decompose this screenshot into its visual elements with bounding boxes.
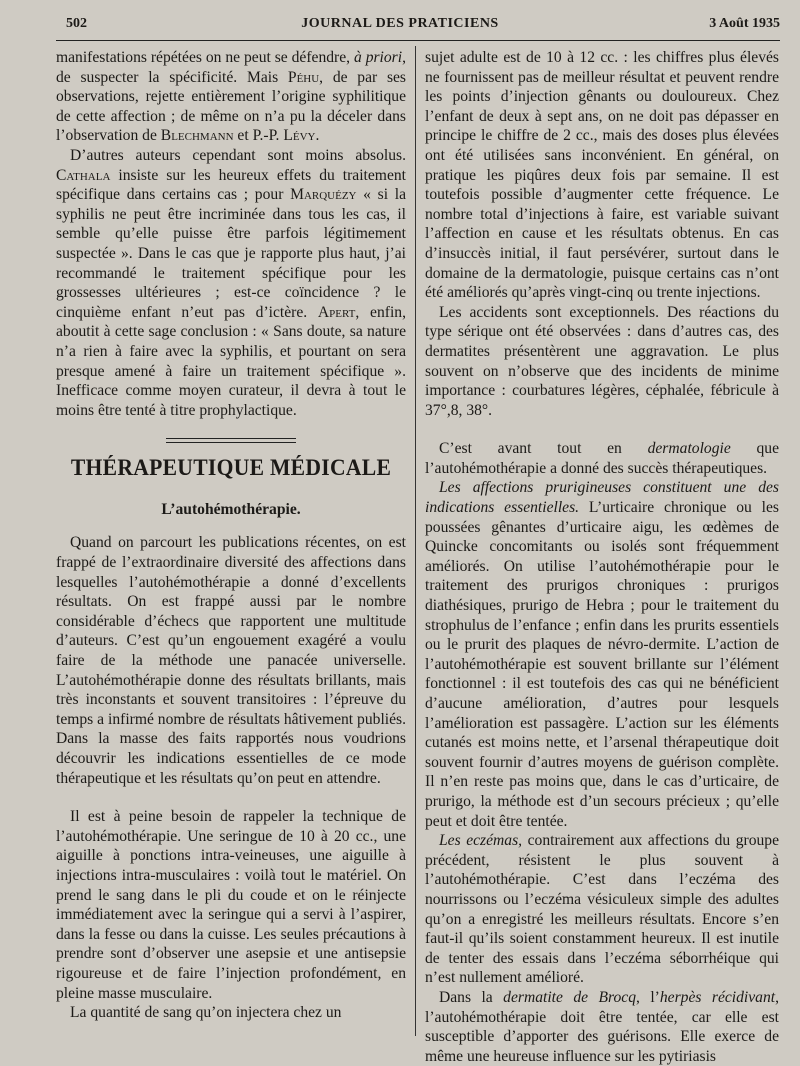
paragraph: Quand on parcourt les publications récentes, on est frappé de l’extraordinaire diversité des affections dans lesquelles l’autohémothérapie a donné d’excellents résultats. On est frappé aussi par le nombre considérable d’échecs que rapportent une multitude d’auteurs. C’est qu’un engouement exagéré a voulu faire de la méthode une panacée universelle. L’autohémothérapie donne des résultats brillants, mais très inconstants et souvent transitoires : l’épreuve du temps a infirmé nombre de résultats hâtivement publiés. Dans la masse des faits rapportés nous voudrions découvrir les indications essentielles de ce mode thérapeutique et les résultats qu’on peut en attendre. bbox=[56, 534, 406, 787]
paragraph: Les accidents sont exceptionnels. Des réactions du type sérique ont été observées : dans d’autres cas, des dermatites présentèrent une aggravation. Le plus souvent on n’observe que des incidents de minime importance : courbatures légères, céphalée, fébricule à 37°,8, 38°. bbox=[425, 303, 779, 419]
paragraph bbox=[56, 146, 406, 420]
text-run: et P.-P. bbox=[233, 127, 284, 145]
text-run: contrairement aux affections du groupe précédent, résistent le plus souvent à l’autohémothérapie. C’est dans l’eczéma des nourrissons ou l’eczéma vésiculeux simple des adultes qu’on a enregistré les meilleurs résultats. Encore s’en faut-il qu’ils soient constamment heureux. Il est inutile de tenter des essais dans l’eczéma séborrhéique qui n’est nullement amélioré. bbox=[425, 832, 780, 987]
emphasis: dermatologie bbox=[647, 440, 731, 458]
author-name: Cathala bbox=[56, 166, 111, 184]
text-run: , de par ses observations, rejette entièrement l’origine syphilitique de cette affection ; de même on n’a pu la déceler dans l’observation de bbox=[56, 68, 406, 145]
column-divider bbox=[415, 46, 416, 1036]
author-name: Lévy bbox=[283, 127, 316, 145]
text-run: D’autres auteurs cependant sont moins absolus. bbox=[70, 146, 406, 164]
article-title: L’autohémothérapie. bbox=[161, 500, 301, 518]
text-run: insiste sur les heureux effets du traitement spécifique dans certains cas ; pour bbox=[56, 166, 406, 204]
author-name: Péhu bbox=[287, 68, 320, 86]
author-name: Blechmann bbox=[160, 127, 234, 145]
text-run: « si la syphilis ne peut être incriminée dans tous les cas, il semble qu’elle puisse être parfois légitimement suspectée ». Dans le cas que je rapporte plus haut, j’ai recommandé le traitement spécifique pour les grossesses ultérieures ; est-ce coïncidence ? le cinquième enfant n’eut pas d’ictère. bbox=[56, 186, 406, 321]
section-separator bbox=[56, 430, 406, 450]
text-run: , l’ bbox=[636, 988, 660, 1006]
paragraph: La quantité de sang qu’on injectera chez un bbox=[70, 1004, 342, 1022]
text-run: L’urticaire chronique ou les poussées gênantes d’urticaire aigu, les œdèmes de Quincke concomitants ou isolés sont fréquemment améliorés. On utilise l’autohémothérapie pour le traitement des prurigos chroniques : prurigos diathésiques, prurigo de Hebra ; pour le traitement du strophulus de l’enfance ; enfin dans les prurits essentiels ou le prurit des plaques de névro-dermite. L’action de l’autohémothérapie est souvent brillante sur l’élément fonctionnel : il est toutefois des cas qui ne bénéficient d’aucune amélioration, d’autres pour lesquels l’amélioration est passagère. L’action sur les éléments cutanés est moins nette, et l’arsenal thérapeutique doit souvent fournir d’autres moyens de guérison complète. Il n’en reste pas moins que, dans le cas d’urticaire, de prurigo, la méthode est d’un secours précieux ; qu’elle peut et doit être tentée. bbox=[425, 499, 779, 830]
paragraph: Il est à peine besoin de rappeler la technique de l’autohémothérapie. Une seringue de 10 à 20 cc., une aiguille à ponctions intra-veineuses, une aiguille à injections intra-musculaires : voilà tout le matériel. On prend le sang dans le pli du coude et on le réinjecte immédiatement avec la seringue qui a servi à l’aspirer, dans la fesse ou dans la cuisse. Les seules précautions à prendre sont d’observer une asepsie et une antisepsie rigoureuse et de faire l’injection profondément, en pleine masse musculaire. bbox=[56, 808, 406, 1002]
text-run: . bbox=[315, 127, 320, 145]
paragraph: sujet adulte est de 10 à 12 cc. : les chiffres plus élevés ne fournissent pas de meilleur résultat et peuvent rendre les points d’injection gênants ou douloureux. Chez l’enfant de deux à sept ans, on ne doit pas dépasser en principe le chiffre de 2 cc., mais des doses plus élevées ont été utilisées sans inconvénient. En général, on pratique les piqûres deux fois par semaine. Il est toutefois possible d’augmenter cette fréquence. Le nombre total d’injections à faire, est variable suivant l’affection en cause et les résultats obtenus. En cas d’insuccès initial, il faut persévérer, surtout dans le domaine de la dermatologie, puisque certains cas n’ont été améliorés qu’après vingt-cinq ou trente injections. bbox=[425, 49, 779, 302]
text-run: , l’autohémothérapie doit être tentée, car elle est susceptible d’apporter des guérisons. Elle exerce de même une heureuse influence sur les pytiriasis bbox=[425, 988, 779, 1065]
text-run: C’est avant tout en bbox=[439, 440, 648, 458]
emphasis: Les eczémas, bbox=[439, 832, 523, 850]
journal-title: JOURNAL DES PRATICIENS bbox=[301, 16, 499, 31]
text-run: , de suspecter la spécificité. Mais bbox=[56, 49, 406, 86]
page-header bbox=[0, 12, 800, 34]
issue-date: 3 Août 1935 bbox=[709, 16, 780, 31]
left-column bbox=[56, 48, 406, 1023]
emphasis: dermatite de Brocq bbox=[503, 988, 637, 1006]
emphasis: Les affections prurigineuses constituent une des indications essentielles. bbox=[425, 479, 779, 517]
paragraph bbox=[425, 831, 779, 988]
text-run: Dans la bbox=[439, 988, 504, 1006]
paragraph bbox=[425, 439, 779, 478]
emphasis: herpès récidivant bbox=[659, 988, 776, 1006]
right-column bbox=[425, 48, 779, 1066]
emphasis: à priori bbox=[353, 49, 403, 66]
text-run: manifestations répétées on ne peut se défendre, bbox=[56, 49, 354, 66]
paragraph bbox=[425, 988, 779, 1066]
page-number: 502 bbox=[66, 16, 87, 31]
author-name: Apert bbox=[317, 303, 356, 321]
paragraph bbox=[56, 48, 406, 146]
section-title: THÉRAPEUTIQUE MÉDICALE bbox=[70, 455, 392, 481]
author-name: Marquézy bbox=[290, 186, 357, 204]
text-run: que l’autohémothérapie a donné des succès thérapeutiques. bbox=[425, 440, 779, 477]
text-run: , enfin, aboutit à cette sage conclusion : « Sans doute, sa nature n’a rien à faire avec la syphilis, et pourtant on sera presque amené à faire un traitement spécifique ». Inefficace comme moyen curateur, il devra à tout le moins être tenté à titre prophylactique. bbox=[56, 303, 406, 419]
header-rule bbox=[56, 40, 780, 41]
paragraph bbox=[425, 478, 779, 831]
